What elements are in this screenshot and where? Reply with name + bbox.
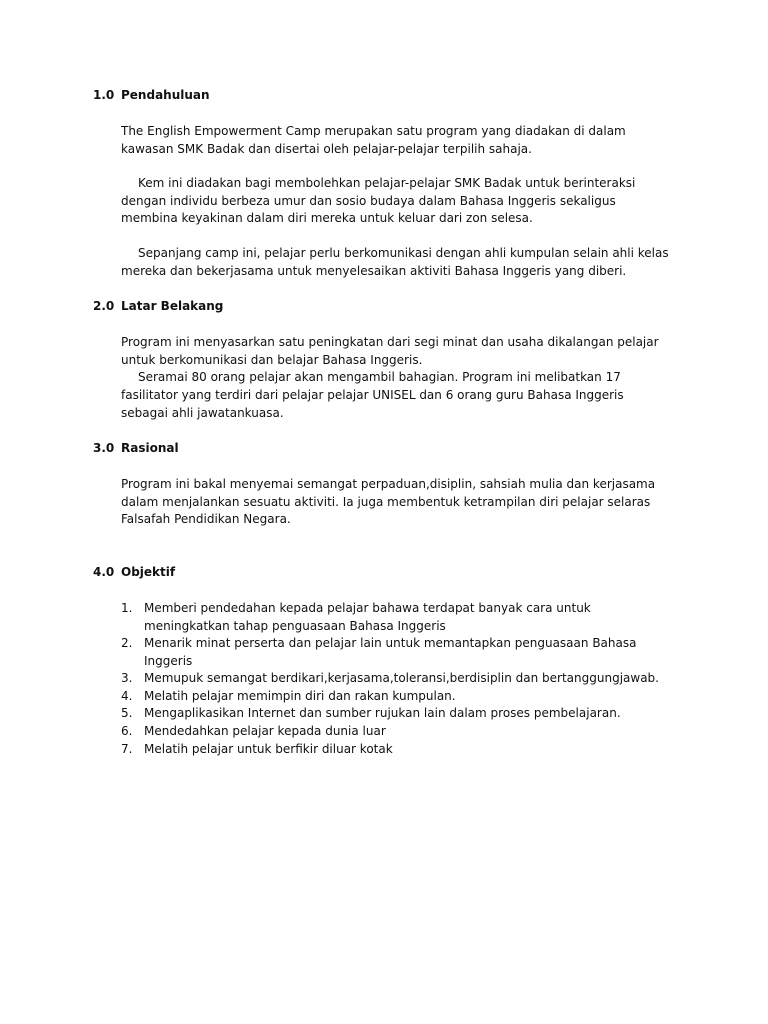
list-item [121,670,673,688]
list-item-text: Mengaplikasikan Internet dan sumber rujukan lain dalam proses pembelajaran. [144,706,621,721]
list-item [121,741,673,759]
list-item-number: 1. [121,600,133,615]
list-item-number: 7. [121,741,133,756]
list-item-number: 5. [121,706,133,721]
paragraph: Sepanjang camp ini, pelajar perlu berkomunikasi dengan ahli kumpulan selain ahli kelas mereka dan bekerjasama untuk menyelesaikan aktiviti Bahasa Inggeris yang diberi. [121,245,669,278]
section-number: 4.0 [93,564,115,579]
section-title: Latar Belakang [121,299,224,314]
paragraph: Kem ini diadakan bagi membolehkan pelajar-pelajar SMK Badak untuk berinteraksi dengan individu berbeza umur dan sosio budaya dalam Bahasa Inggeris sekaligus membina keyakinan dalam diri mereka untuk keluar dari zon selesa. [121,176,636,226]
section-number: 1.0 [93,88,115,102]
section-heading-pendahuluan [93,87,673,105]
section-heading-objektif [93,564,673,582]
section-title: Pendahuluan [121,88,210,102]
section-heading-latar-belakang [93,298,673,316]
list-item-number: 2. [121,636,133,651]
list-item [121,635,673,670]
paragraph: Program ini bakal menyemai semangat perpaduan,disiplin, sahsiah mulia dan kerjasama dalam menjalankan sesuatu aktiviti. Ia juga membentuk ketrampilan diri pelajar selaras Falsafah Pendidikan Negara. [121,477,656,527]
document-body [93,87,673,758]
list-item-text: Memupuk semangat berdikari,kerjasama,toleransi,berdisiplin dan bertanggungjawab. [144,671,659,686]
paragraph: The English Empowerment Camp merupakan satu program yang diadakan di dalam kawasan SMK Badak dan disertai oleh pelajar-pelajar terpilih sahaja. [121,124,626,156]
list-item [121,688,673,706]
list-item-text: Melatih pelajar memimpin diri dan rakan kumpulan. [144,688,456,703]
list-item-number: 4. [121,688,133,703]
section-number: 2.0 [93,299,115,314]
list-item [121,705,673,723]
section-title: Objektif [121,564,176,579]
section-heading-rasional [93,440,673,458]
paragraph: Seramai 80 orang pelajar akan mengambil bahagian. Program ini melibatkan 17 fasilitator yang terdiri dari pelajar pelajar UNISEL dan 6 orang guru Bahasa Inggeris sebagai ahli jawatankuasa. [121,370,624,420]
section-title: Rasional [121,441,179,456]
list-item [121,723,673,741]
section-number: 3.0 [93,441,115,456]
objectives-list [121,600,673,758]
list-item-text: Mendedahkan pelajar kepada dunia luar [144,724,386,739]
list-item-number: 6. [121,724,133,739]
list-item [121,600,673,635]
list-item-text: Menarik minat perserta dan pelajar lain untuk memantapkan penguasaan Bahasa Inggeris [144,636,637,668]
list-item-text: Melatih pelajar untuk berfikir diluar kotak [144,741,393,756]
paragraph: Program ini menyasarkan satu peningkatan dari segi minat dan usaha dikalangan pelajar untuk berkomunikasi dan belajar Bahasa Inggeris. [121,335,659,367]
list-item-text: Memberi pendedahan kepada pelajar bahawa terdapat banyak cara untuk meningkatkan tahap penguasaan Bahasa Inggeris [144,600,591,633]
list-item-number: 3. [121,671,133,686]
